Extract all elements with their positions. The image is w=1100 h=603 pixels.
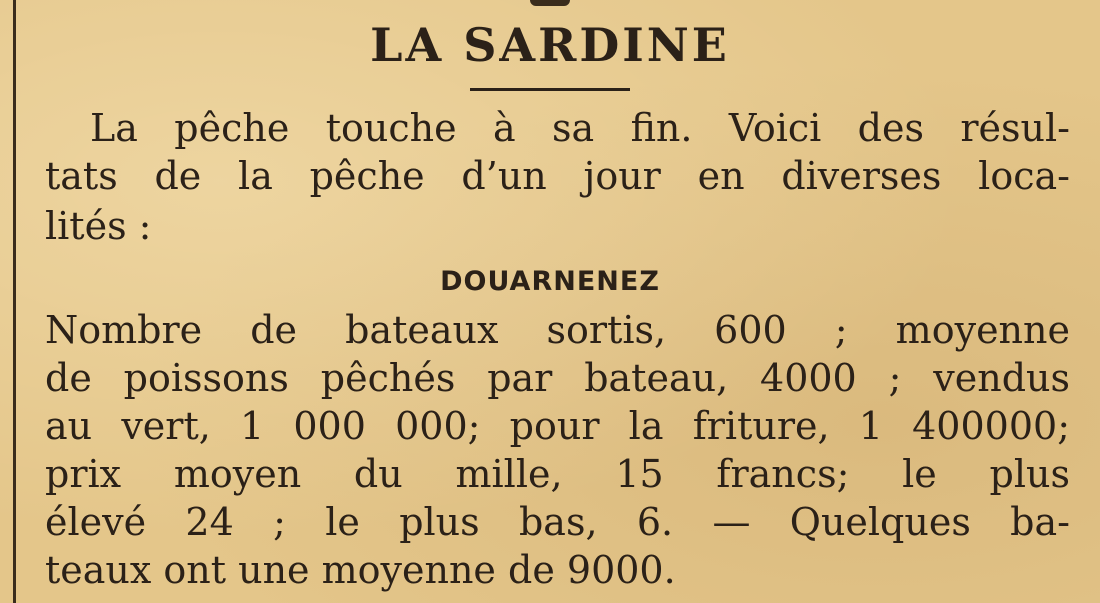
intro-line-3: lités : bbox=[45, 204, 152, 248]
body-line-6: teaux ont une moyenne de 9000. bbox=[45, 548, 676, 592]
body-line-4: prix moyen du mille, 15 francs; le plus bbox=[45, 452, 1070, 496]
intro-line-2: tats de la pêche d’un jour en diverses loca- bbox=[45, 154, 1070, 198]
body-line-2: de poissons pêchés par bateau, 4000 ; vendus bbox=[45, 356, 1070, 400]
body-line-3: au vert, 1 000 000; pour la friture, 1 400000; bbox=[45, 404, 1070, 448]
body-line-5: élevé 24 ; le plus bas, 6. — Quelques ba- bbox=[45, 500, 1070, 544]
intro-line-1: La pêche touche à sa fin. Voici des résul- bbox=[90, 106, 1070, 150]
section-heading: DOUARNENEZ bbox=[440, 266, 660, 297]
article-title: LA SARDINE bbox=[370, 18, 730, 72]
body-line-1: Nombre de bateaux sortis, 600 ; moyenne bbox=[45, 308, 1070, 352]
top-ornament bbox=[530, 0, 570, 6]
title-underline bbox=[470, 88, 630, 91]
